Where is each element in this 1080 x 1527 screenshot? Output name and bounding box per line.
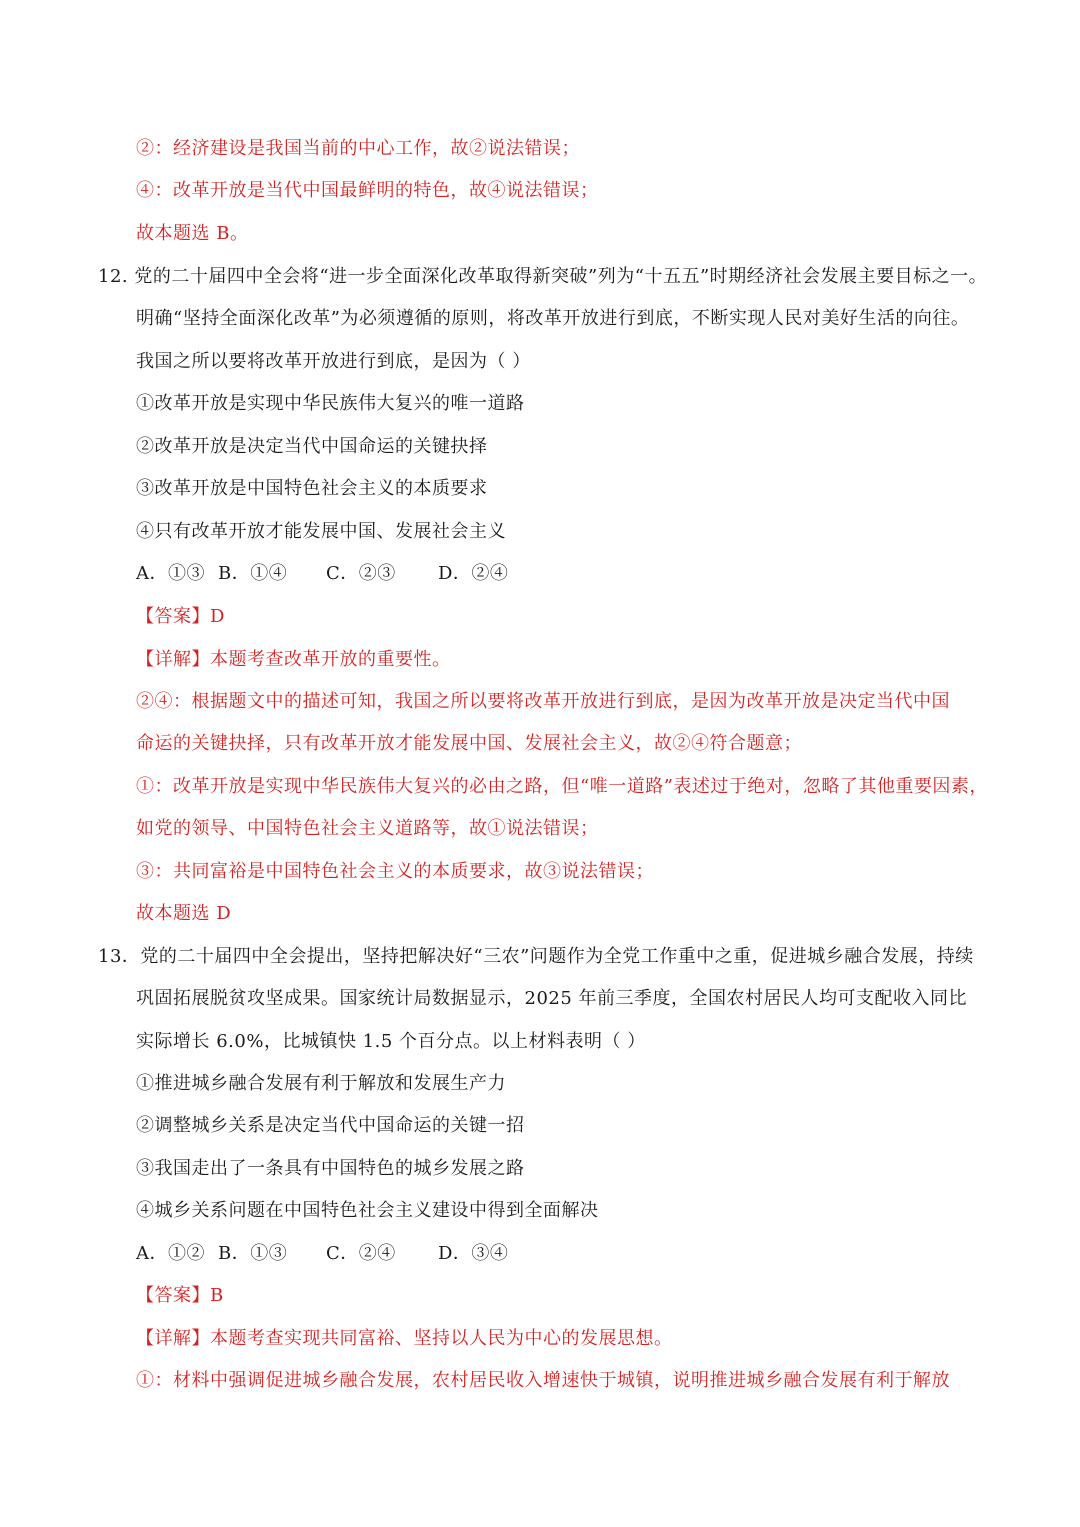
q12-option-b: B．①④ [218,563,288,584]
q13-options [136,1241,508,1267]
q13-stem-line-3: 实际增长 6.0%，比城镇快 1.5 个百分点。以上材料表明（ ） [136,1031,646,1052]
q12-stem-line-2: 明确“坚持全面深化改革”为必须遵循的原则，将改革开放进行到底，不断实现人民对美好生活的向往。 [136,308,970,329]
q12-stem-line-3: 我国之所以要将改革开放进行到底，是因为（ ） [136,351,531,372]
q13-detail: 【详解】本题考查实现共同富裕、坚持以人民为中心的发展思想。 [136,1328,673,1349]
q13-statement-4: ④城乡关系问题在中国特色社会主义建设中得到全面解决 [136,1200,599,1221]
q12-option-c: C．②③ [326,563,396,584]
q12-answer: 【答案】D [136,606,225,627]
q12-detail: 【详解】本题考查改革开放的重要性。 [136,649,451,670]
q13-statement-2: ②调整城乡关系是决定当代中国命运的关键一招 [136,1115,525,1136]
q12-statement-1: ①改革开放是实现中华民族伟大复兴的唯一道路 [136,393,525,414]
prev-explanation-line-4: ④：改革开放是当代中国最鲜明的特色，故④说法错误； [136,180,599,201]
q13-option-c: C．②④ [326,1243,396,1264]
q13-option-d: D．③④ [438,1243,509,1264]
q13-stem-line-1: 13．党的二十届四中全会提出，坚持把解决好“三农”问题作为全党工作重中之重，促进城乡融合发展，持续 [98,946,974,967]
q13-answer: 【答案】B [136,1285,224,1306]
q12-statement-2: ②改革开放是决定当代中国命运的关键抉择 [136,436,488,457]
prev-explanation-line-2: ②：经济建设是我国当前的中心工作，故②说法错误； [136,138,580,159]
q13-stem-line-2: 巩固拓展脱贫攻坚成果。国家统计局数据显示，2025 年前三季度，全国农村居民人均可支配收入同比 [136,988,968,1009]
q12-statement-3: ③改革开放是中国特色社会主义的本质要求 [136,478,488,499]
q12-explanation-2-line-2: 如党的领导、中国特色社会主义道路等，故①说法错误； [136,818,599,839]
q12-explanation-1-line-2: 命运的关键抉择，只有改革开放才能发展中国、发展社会主义，故②④符合题意； [136,733,802,754]
q12-statement-4: ④只有改革开放才能发展中国、发展社会主义 [136,521,506,542]
q13-explanation-1-line-1: ①：材料中强调促进城乡融合发展，农村居民收入增速快于城镇，说明推进城乡融合发展有利于解放 [136,1370,950,1391]
q12-option-d: D．②④ [438,563,509,584]
q13-statement-3: ③我国走出了一条具有中国特色的城乡发展之路 [136,1158,525,1179]
q13-statement-1: ①推进城乡融合发展有利于解放和发展生产力 [136,1073,506,1094]
prev-conclusion: 故本题选 B。 [136,223,249,244]
q12-stem-line-1: 12. 党的二十届四中全会将“进一步全面深化改革取得新突破”列为“十五五”时期经济社会发展主要目标之一。 [98,266,988,287]
q12-explanation-3: ③：共同富裕是中国特色社会主义的本质要求，故③说法错误； [136,861,654,882]
q12-option-a: A．①③ [136,563,205,584]
q12-explanation-1-line-1: ②④：根据题文中的描述可知，我国之所以要将改革开放进行到底，是因为改革开放是决定当代中国 [136,691,950,712]
q12-conclusion: 故本题选 D [136,903,232,924]
q12-options [136,561,508,587]
q13-option-b: B．①③ [218,1243,288,1264]
q12-explanation-2-line-1: ①：改革开放是实现中华民族伟大复兴的必由之路，但“唯一道路”表述过于绝对，忽略了其他重要因素， [136,776,988,797]
q13-option-a: A．①② [136,1243,205,1264]
